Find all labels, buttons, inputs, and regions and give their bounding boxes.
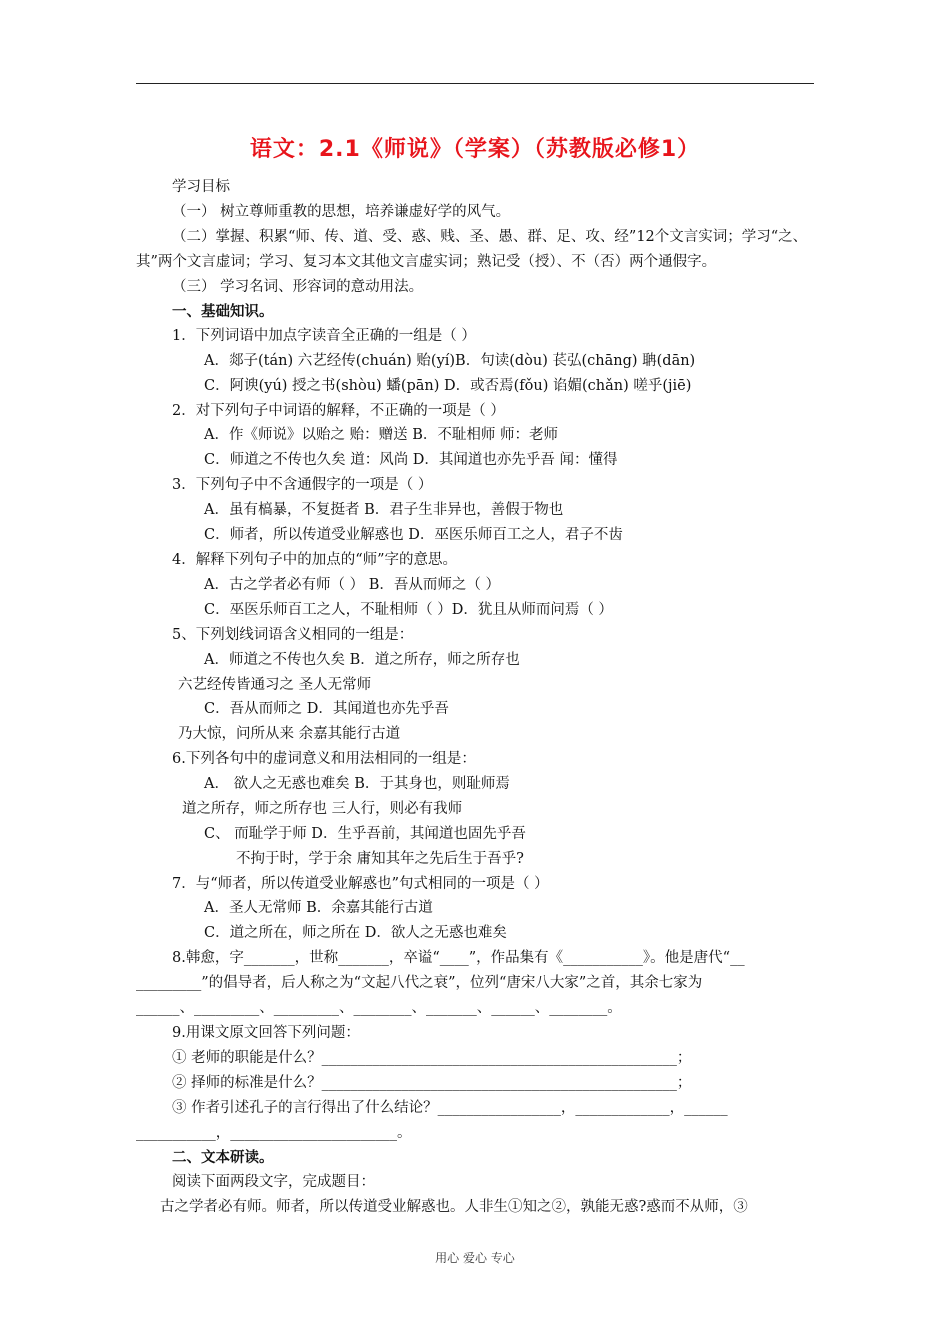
option-line: A．古之学者必有师（ ） B．吾从而师之（ ）: [204, 577, 500, 593]
option-line: C．吾从而师之 D．其闻道也亦先乎吾: [204, 701, 449, 717]
sub-question: ① 老师的职能是什么？_________________________________________________；: [172, 1050, 692, 1066]
section-heading: 二、文本研读。: [172, 1150, 274, 1166]
question-line: 8.韩愈，字_______，世称_______，卒谥“____”，作品集有《___________》。他是唐代“__: [172, 950, 745, 966]
question-line: 6.下列各句中的虚词意义和用法相同的一组是：: [172, 751, 476, 767]
question-line: 5、下列划线词语含义相同的一组是：: [172, 627, 414, 643]
text-line: 古之学者必有师。师者，所以传道受业解惑也。人非生①知之②，孰能无惑?惑而不从师，③: [160, 1199, 748, 1215]
option-line: C．阿谀(yú) 授之书(shòu) 蟠(pān) D．或否焉(fǒu) 谄媚(chǎn) 嗟乎(jiē): [204, 378, 692, 394]
option-line: A．师道之不传也久矣 B．道之所存，师之所存也: [204, 652, 520, 668]
option-line: 六艺经传皆通习之 圣人无常师: [178, 677, 372, 693]
option-line: 道之所存，师之所存也 三人行，则必有我师: [182, 801, 463, 817]
page-footer: 用心 爱心 专心: [435, 1251, 515, 1265]
header-rule: [136, 83, 814, 84]
text-line: _________”的倡导者，后人称之为“文起八代之衰”，位列“唐宋八大家”之首，其余七家为: [136, 975, 703, 991]
option-line: A．虽有槁暴，不复挺者 B．君子生非异也，善假于物也: [204, 502, 564, 518]
page-title: 语文：2.1《师说》（学案）（苏教版必修1）: [249, 137, 701, 162]
text-line: 学习目标: [172, 179, 230, 195]
section-heading: 一、基础知识。: [172, 304, 274, 320]
question-line: 1．下列词语中加点字读音全正确的一组是（ ）: [172, 328, 476, 344]
sub-question: ③ 作者引述孔子的言行得出了什么结论？_________________，_____________，______: [172, 1100, 728, 1116]
text-line: （一） 树立尊师重教的思想，培养谦虚好学的风气。: [172, 204, 511, 220]
option-line: A．圣人无常师 B．余嘉其能行古道: [204, 900, 433, 916]
option-line: A． 欲人之无惑也难矣 B．于其身也，则耻师焉: [204, 776, 510, 792]
text-line: （三） 学习名词、形容词的意动用法。: [172, 279, 424, 295]
question-line: 7．与“师者，所以传道受业解惑也”句式相同的一项是（ ）: [172, 876, 549, 892]
option-line: 乃大惊，问所从来 余嘉其能行古道: [178, 726, 401, 742]
sub-question: ② 择师的标准是什么？_________________________________________________；: [172, 1075, 692, 1091]
question-line: 2．对下列句子中词语的解释，不正确的一项是（ ）: [172, 403, 505, 419]
option-line: C．巫医乐师百工之人，不耻相师（ ）D．犹且从师而问焉（ ）: [204, 602, 613, 618]
option-line: A．郯子(tán) 六艺经传(chuán) 贻(yí)B．句读(dòu) 苌弘(chāng) 聃(dān): [204, 353, 696, 369]
question-line: 3．下列句子中不含通假字的一项是（ ）: [172, 477, 433, 493]
text-line: 阅读下面两段文字，完成题目：: [172, 1174, 375, 1190]
text-line: （二）掌握、积累“师、传、道、受、惑、贱、圣、愚、群、足、攻、经”12个文言实词；学习“之、: [172, 229, 808, 245]
text-line: ___________，_______________________。: [136, 1125, 412, 1141]
option-line: C、 而耻学于师 D．生乎吾前，其闻道也固先乎吾: [204, 826, 526, 842]
question-line: 9.用课文原文回答下列问题：: [172, 1025, 360, 1041]
option-line: C．道之所在，师之所在 D．欲人之无惑也难矣: [204, 925, 507, 941]
option-line: 不拘于时，学于余 庸知其年之先后生于吾乎?: [236, 851, 524, 867]
option-line: A．作《师说》以贻之 贻：赠送 B．不耻相师 师：老师: [204, 427, 558, 443]
option-line: C．师者，所以传道受业解惑也 D．巫医乐师百工之人，君子不齿: [204, 527, 623, 543]
text-line: 其”两个文言虚词；学习、复习本文其他文言虚实词；熟记受（授）、不（否）两个通假字。: [136, 254, 717, 270]
question-line: 4．解释下列句子中的加点的“师”字的意思。: [172, 552, 458, 568]
text-line: ______、_________、_________、________、_______、______、________。: [136, 1000, 622, 1016]
option-line: C．师道之不传也久矣 道：风尚 D．其闻道也亦先乎吾 闻：懂得: [204, 452, 618, 468]
